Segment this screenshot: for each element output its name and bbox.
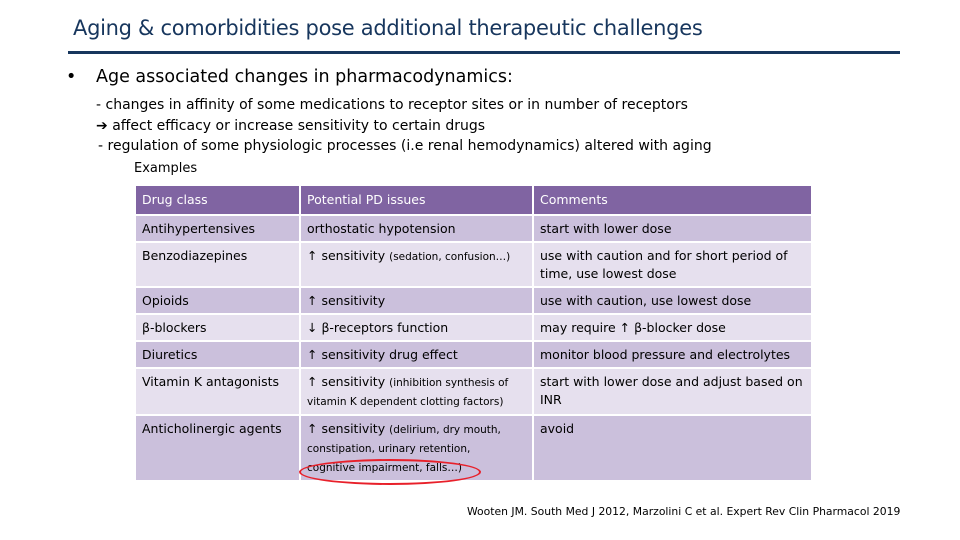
pd-issue-cell: [300, 287, 533, 314]
table-row: [135, 341, 812, 368]
drug-class-cell: Vitamin K antagonists: [135, 368, 300, 415]
pd-issue-text: ↑ sensitivity: [307, 248, 386, 263]
pd-issue-cell: [300, 368, 533, 415]
pd-issue-text: ↑ sensitivity drug effect: [307, 347, 458, 362]
table-row: [135, 215, 812, 242]
header-comments: Comments: [533, 185, 812, 215]
pd-issue-text: ↑ sensitivity: [307, 421, 386, 436]
bullet-text: Age associated changes in pharmacodynamics:: [96, 67, 513, 87]
reference-citation: Wooten JM. South Med J 2012, Marzolini C et al. Expert Rev Clin Pharmacol 2019: [467, 505, 901, 518]
slide-title: Aging & comorbidities pose additional therapeutic challenges: [73, 16, 703, 40]
table-row: [135, 242, 812, 287]
drug-class-cell: Diuretics: [135, 341, 300, 368]
pd-issue-note: (sedation, confusion…): [389, 251, 511, 263]
comment-cell: may require ↑ β-blocker dose: [533, 314, 812, 341]
table-row: [135, 287, 812, 314]
pd-issue-text: orthostatic hypotension: [307, 221, 456, 236]
title-underline: [68, 51, 900, 54]
table-row: [135, 415, 812, 481]
red-highlight-circle: [299, 459, 481, 485]
drug-pd-table: [134, 184, 813, 482]
sub-line-2-text: affect efficacy or increase sensitivity to certain drugs: [112, 118, 486, 134]
right-arrow-icon: ➔: [96, 118, 108, 134]
header-pd-issues: Potential PD issues: [300, 185, 533, 215]
highlighted-note-text: cognitive impairment, falls…): [307, 462, 462, 474]
comment-cell: use with caution and for short period of time, use lowest dose: [533, 242, 812, 287]
pd-issue-cell: [300, 415, 533, 481]
pd-issue-text: ↑ sensitivity: [307, 374, 386, 389]
table-header-row: [135, 185, 812, 215]
pd-issue-cell: [300, 314, 533, 341]
pd-issue-cell: [300, 242, 533, 287]
drug-class-cell: Antihypertensives: [135, 215, 300, 242]
pd-issue-note: (delirium, dry mouth, constipation, urinary retention,: [307, 424, 501, 455]
drug-class-cell: Benzodiazepines: [135, 242, 300, 287]
main-bullet: [66, 67, 513, 87]
drug-class-cell: Opioids: [135, 287, 300, 314]
sub-line-3: - regulation of some physiologic processes (i.e renal hemodynamics) altered with aging: [98, 138, 712, 154]
comment-cell: avoid: [533, 415, 812, 481]
pd-issue-text: ↑ sensitivity: [307, 293, 386, 308]
bullet-marker: •: [66, 67, 77, 87]
examples-label: Examples: [134, 161, 198, 176]
drug-class-cell: β-blockers: [135, 314, 300, 341]
pd-issue-note: (inhibition synthesis of vitamin K dependent clotting factors): [307, 377, 509, 408]
sub-line-2: [96, 118, 485, 134]
pd-issue-cell: [300, 341, 533, 368]
comment-cell: use with caution, use lowest dose: [533, 287, 812, 314]
comment-cell: monitor blood pressure and electrolytes: [533, 341, 812, 368]
drug-class-cell: Anticholinergic agents: [135, 415, 300, 481]
table-row: [135, 368, 812, 415]
header-drug-class: Drug class: [135, 185, 300, 215]
comment-cell: start with lower dose: [533, 215, 812, 242]
comment-cell: start with lower dose and adjust based on INR: [533, 368, 812, 415]
table-row: [135, 314, 812, 341]
pd-issue-text: ↓ β-receptors function: [307, 320, 449, 335]
sub-line-1: - changes in affinity of some medications to receptor sites or in number of receptors: [96, 97, 688, 113]
pd-issue-cell: [300, 215, 533, 242]
highlighted-note: [307, 462, 462, 474]
